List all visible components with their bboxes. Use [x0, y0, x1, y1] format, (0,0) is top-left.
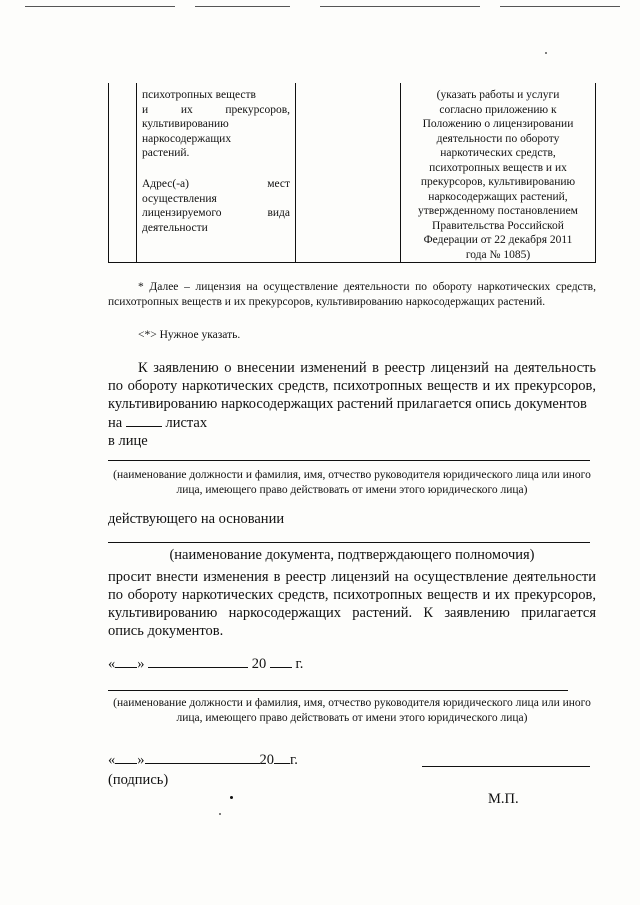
head-name-caption: (наименование должности и фамилия, имя, отчество руководителя юридического лица или иного лица, имеющего право действовать от имени этого юридического лица) — [113, 469, 591, 496]
scan-rule — [25, 6, 175, 7]
scan-rule — [500, 6, 620, 7]
authority-doc-blank[interactable] — [108, 542, 590, 543]
scan-dot — [230, 796, 233, 799]
head-name-caption-2: (наименование должности и фамилия, имя, отчество руководителя юридического лица или иного лица, имеющего право действовать от имени этого юридического лица) — [113, 697, 591, 724]
footnote-star: * Далее – лицензия на осуществление деятельности по обороту наркотических средств, психотропных веществ и их прекурсоров, культивированию наркосодержащих растений. — [108, 281, 596, 308]
table-address-cell: Адрес(-а) мест осуществления лицензируемого вида деятельности — [142, 178, 290, 234]
scan-rule — [195, 6, 290, 7]
sheets-count-blank[interactable] — [126, 414, 162, 427]
head-name-blank-2[interactable] — [108, 690, 568, 691]
acting-basis-label: действующего на основании — [108, 511, 285, 527]
year-blank[interactable] — [270, 655, 292, 668]
head-name-blank[interactable] — [108, 460, 590, 461]
day-blank[interactable] — [115, 655, 137, 668]
scan-dot — [219, 813, 221, 815]
scan-rule — [320, 6, 480, 7]
stamp-label: М.П. — [488, 791, 519, 807]
authority-doc-caption: (наименование документа, подтверждающего полномочия) — [169, 547, 535, 563]
table-right-cell: (указать работы и услуги согласно приложению к Положению о лицензировании деятельности по обороту наркотических средств, психотропных веществ и их прекурсоров, культивированию наркосодержащих растений, утвержденному постановлением Правительства Российской Федерации от 22 декабря 2011 года № 1085) — [418, 89, 578, 261]
signature-label: (подпись) — [108, 772, 169, 788]
month-blank-2[interactable] — [145, 751, 260, 764]
in-person-label: в лице — [108, 433, 148, 449]
year-blank-2[interactable] — [274, 751, 290, 764]
paragraph-request: просит внести изменения в реестр лицензий на осуществление деятельности по обороту наркотических средств, психотропных веществ и их прекурсоров, культивированию наркосодержащих растений. К заявлению прилагается опись документов. — [108, 569, 596, 639]
day-blank-2[interactable] — [115, 751, 137, 764]
footnote-note: <*> Нужное указать. — [138, 329, 241, 341]
date-line-1: « » 20 г. — [108, 656, 304, 672]
sheets-line: на листах — [108, 415, 208, 431]
signature-blank[interactable] — [422, 766, 590, 767]
table-left-cell: психотропных веществ и их прекурсоров, культивированию наркосодержащих растений. — [142, 89, 290, 159]
scan-dot — [545, 52, 547, 54]
paragraph-attachment: К заявлению о внесении изменений в реестр лицензий на деятельность по обороту наркотических средств, психотропных веществ и их прекурсоров, культивированию наркосодержащих растений прилагается опись документов — [108, 360, 596, 412]
month-blank[interactable] — [148, 655, 248, 668]
date-line-2: « » 20 г. — [108, 752, 298, 768]
